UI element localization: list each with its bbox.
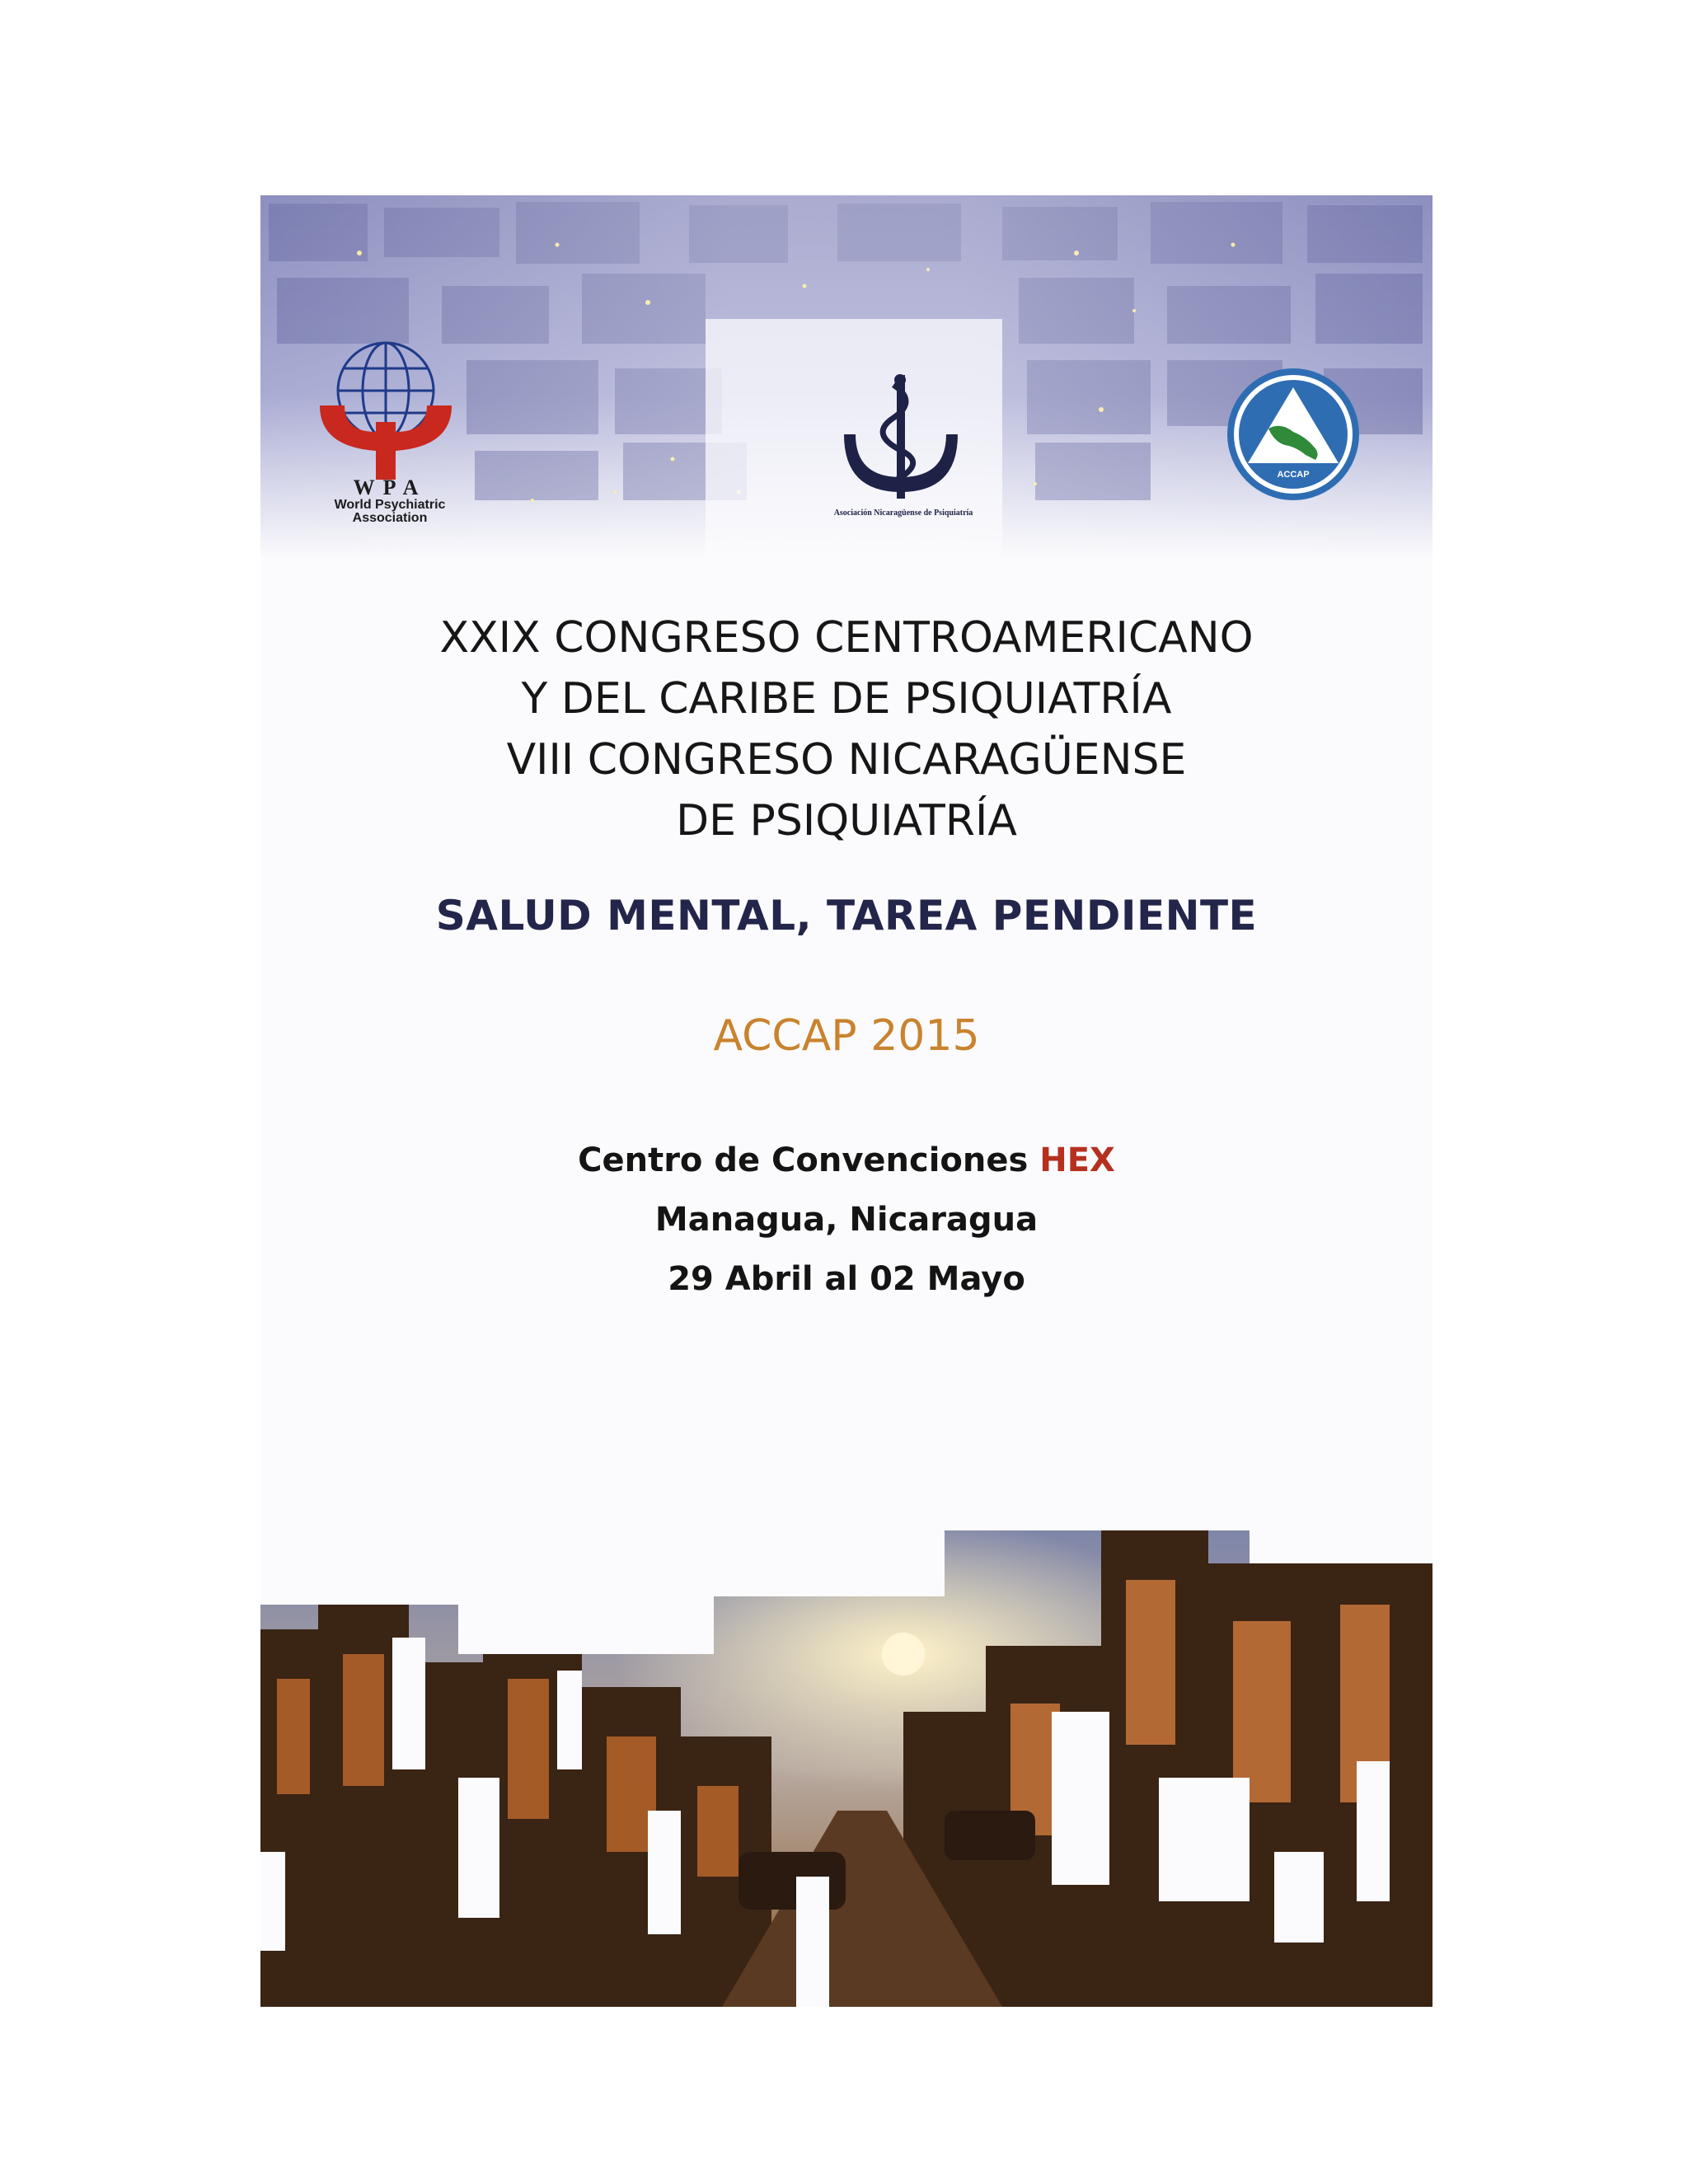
congress-poster xyxy=(260,195,1432,2007)
title-line-3: VIII CONGRESO NICARAGÜENSE xyxy=(506,735,1187,785)
wpa-wordmark xyxy=(312,477,468,525)
wpa-name-line2: Association xyxy=(352,511,428,525)
accap-logo xyxy=(1223,364,1363,504)
venue-info xyxy=(260,1131,1432,1309)
venue-place-prefix: Centro de Convenciones xyxy=(578,1141,1040,1179)
accap-triangle-map-icon xyxy=(1223,364,1363,504)
top-banner xyxy=(260,195,1432,558)
venue-dates: 29 Abril al 02 Mayo xyxy=(668,1260,1025,1298)
title-line-4: DE PSIQUIATRÍA xyxy=(676,796,1017,846)
venue-place-highlight: HEX xyxy=(1039,1141,1115,1179)
anp-caption: Asociación Nicaragüense de Psiquiatría xyxy=(833,509,973,518)
venue-city: Managua, Nicaragua xyxy=(654,1201,1039,1239)
wpa-name-line1: World Psychiatric xyxy=(334,498,446,512)
edition-label: ACCAP 2015 xyxy=(713,1011,980,1061)
congress-title xyxy=(260,607,1432,851)
accap-label: ACCAP xyxy=(1277,470,1310,480)
wpa-globe-psi-icon xyxy=(312,340,460,480)
venue-place xyxy=(260,1131,1432,1190)
title-line-2: Y DEL CARIBE DE PSIQUIATRÍA xyxy=(521,674,1172,724)
street-scene-image xyxy=(260,1465,1432,2007)
slogan: SALUD MENTAL, TAREA PENDIENTE xyxy=(435,892,1258,940)
street-photo xyxy=(260,1465,1432,2007)
title-line-1: XXIX CONGRESO CENTROAMERICANO xyxy=(439,613,1254,663)
anp-psi-serpent-icon xyxy=(811,368,992,509)
anp-logo xyxy=(811,368,992,546)
wpa-abbr: WPA xyxy=(353,476,427,499)
